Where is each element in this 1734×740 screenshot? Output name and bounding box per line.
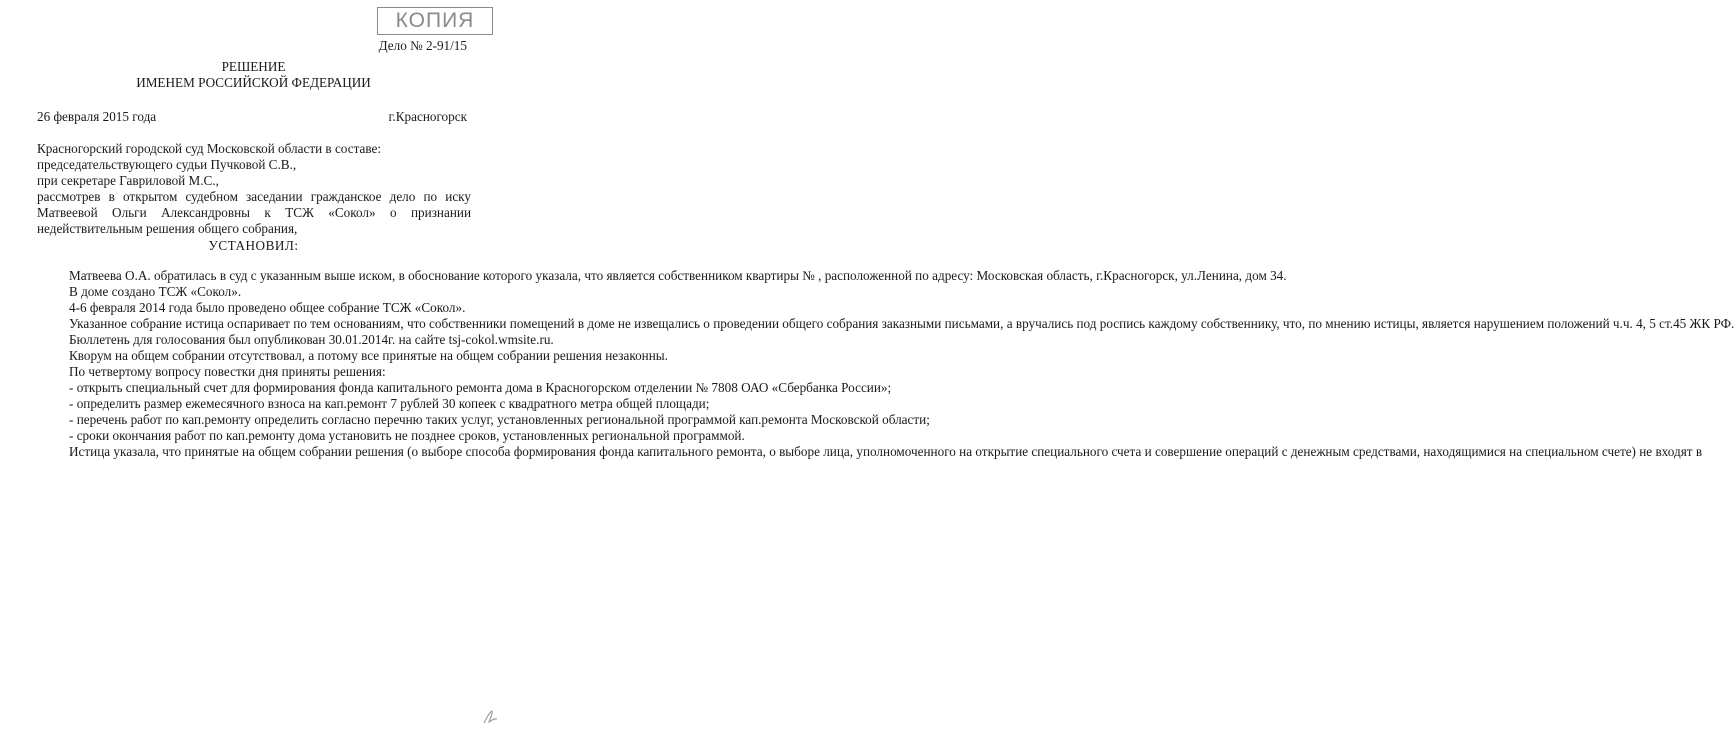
body-paragraph: 4-6 февраля 2014 года было проведено общее собрание ТСЖ «Сокол». (69, 300, 466, 315)
case-number: Дело № 2-91/15 (378, 38, 467, 53)
body-paragraph: - открыть специальный счет для формирования фонда капитального ремонта дома в Красногорском отделении № 7808 ОАО «Сбербанка России»; (69, 380, 892, 395)
body-paragraph: Указанное собрание истица оспаривает по тем основаниям, что собственники помещений в доме не извещались о проведении общего собрания заказными письмами, а вручались под роспись каждому собственнику, что, по мнению истицы, является нарушением положений ч.ч. 4, 5 ст.45 ЖК РФ. (69, 316, 1734, 331)
decision-body (37, 268, 1734, 460)
signature-mark-icon (481, 708, 499, 726)
established-heading: УСТАНОВИЛ: (208, 238, 299, 253)
court-composition (37, 141, 471, 237)
body-paragraph: Бюллетень для голосования был опубликован 30.01.2014г. на сайте tsj-cokol.wmsite.ru. (69, 332, 554, 347)
intro-line: Матвеевой Ольги Александровны к ТСЖ «Сокол» о признании (37, 205, 471, 220)
intro-line: при секретаре Гавриловой М.С., (37, 173, 219, 188)
body-paragraph: - перечень работ по кап.ремонту определить согласно перечню таких услуг, установленных региональной программой кап.ремонта Московской области; (69, 412, 930, 427)
body-paragraph: Истица указала, что принятые на общем собрании решения (о выборе способа формирования фонда капитального ремонта, о выборе лица, уполномоченного на открытие специального счета и совершение операций с денежным средствами, находящимися на специальном счете) не входят в (69, 444, 1703, 459)
body-paragraph: - определить размер ежемесячного взноса на кап.ремонт 7 рублей 30 копеек с квадратного метра общей площади; (69, 396, 710, 411)
copy-stamp: КОПИЯ (377, 7, 493, 35)
document-title: РЕШЕНИЕ (221, 59, 286, 74)
intro-line: председательствующего судьи Пучковой С.В., (37, 157, 297, 172)
body-paragraph: Кворум на общем собрании отсутствовал, а потому все принятые на общем собрании решения незаконны. (69, 348, 668, 363)
decision-city: г.Красногорск (388, 109, 467, 124)
document-subtitle: ИМЕНЕМ РОССИЙСКОЙ ФЕДЕРАЦИИ (136, 75, 371, 90)
intro-line: Красногорский городской суд Московской области в составе: (37, 141, 382, 156)
body-paragraph: Матвеева О.А. обратилась в суд с указанным выше иском, в обоснование которого указала, что является собственником квартиры № , расположенной по адресу: Московская область, г.Красногорск, ул.Ленина, дом 34. (69, 268, 1287, 283)
body-paragraph: - сроки окончания работ по кап.ремонту дома установить не позднее сроков, установленных региональной программой. (69, 428, 745, 443)
decision-date: 26 февраля 2015 года (37, 109, 157, 124)
intro-line: рассмотрев в открытом судебном заседании гражданское дело по иску (37, 189, 471, 204)
body-paragraph: В доме создано ТСЖ «Сокол». (69, 284, 242, 299)
body-paragraph: По четвертому вопросу повестки дня приняты решения: (69, 364, 386, 379)
intro-line: недействительным решения общего собрания, (37, 221, 298, 236)
